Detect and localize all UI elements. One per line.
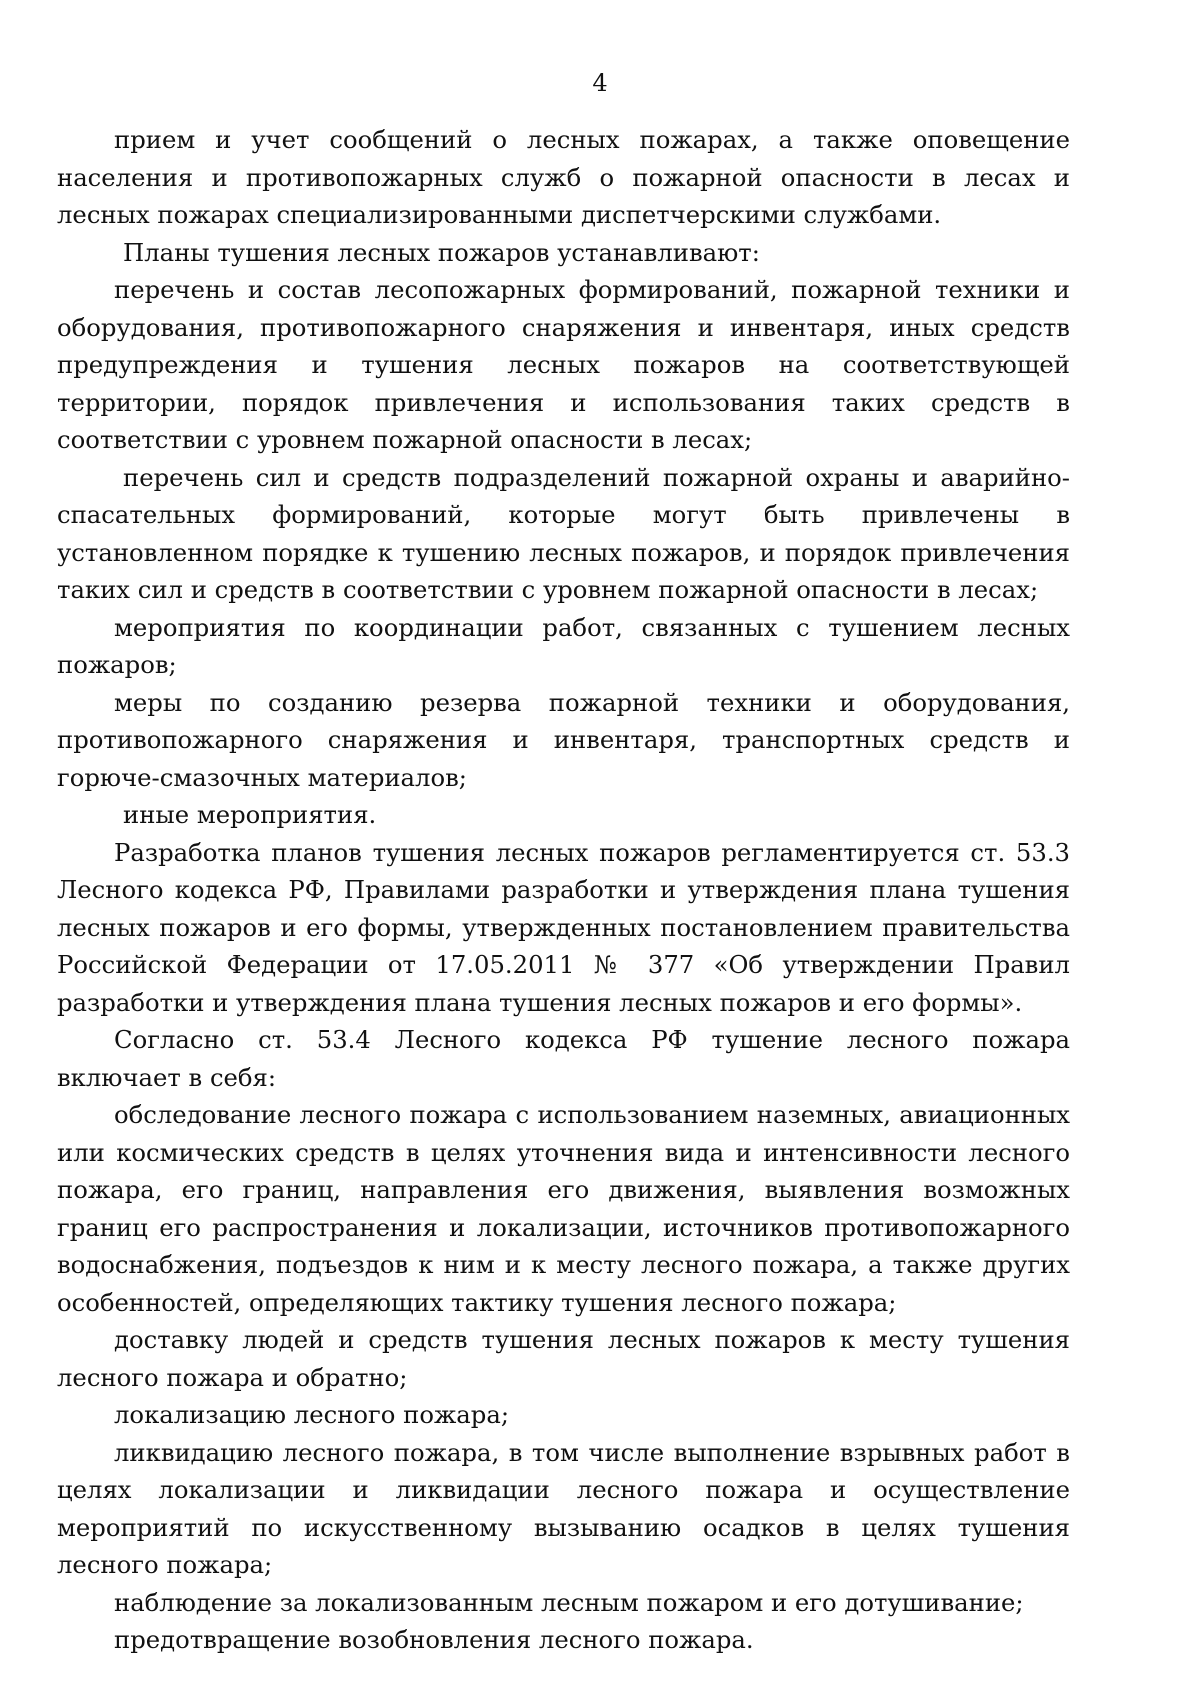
document-body (57, 121, 1070, 1659)
list-item-coordination: мероприятия по координации работ, связанных с тушением лесных пожаров; (57, 612, 1070, 679)
list-item-prevent-resumption: предотвращение возобновления лесного пожара. (114, 1625, 754, 1654)
paragraph-plans-intro: Планы тушения лесных пожаров устанавливают: (123, 237, 760, 267)
paragraph-notification-services: прием и учет сообщений о лесных пожарах, а также оповещение населения и противопожарных служб о пожарной опасности в лесах и лесных пожарах специализированными диспетчерскими службами. (57, 125, 1070, 229)
list-item-localization: локализацию лесного пожара; (114, 1400, 510, 1429)
list-item-other-measures: иные мероприятия. (123, 800, 377, 829)
list-item-fire-protection-forces: перечень сил и средств подразделений пожарной охраны и аварийно-спасательных формирований, которые могут быть привлечены в установленном порядке к тушению лесных пожаров, и порядок привлечения таких сил и средств в соответствии с уровнем пожарной опасности в лесах; (57, 462, 1070, 604)
page-number: 4 (592, 69, 608, 97)
list-item-reserve-measures: меры по созданию резерва пожарной техники и оборудования, противопожарного снаряжения и инвентаря, транспортных средств и горюче-смазочных материалов; (57, 687, 1070, 792)
list-item-formations-equipment: перечень и состав лесопожарных формирований, пожарной техники и оборудования, противопожарного снаряжения и инвентаря, иных средств предупреждения и тушения лесных пожаров на соответствующей территории, порядок привлечения и использования таких средств в соответствии с уровнем пожарной опасности в лесах; (57, 275, 1070, 454)
list-item-monitoring: наблюдение за локализованным лесным пожаром и его дотушивание; (114, 1587, 1024, 1617)
list-item-liquidation: ликвидацию лесного пожара, в том числе выполнение взрывных работ в целях локализации и ликвидации лесного пожара и осуществление мероприятий по искусственному вызыванию осадков в целях тушения лесного пожара; (57, 1437, 1070, 1579)
list-item-delivery: доставку людей и средств тушения лесных пожаров к месту тушения лесного пожара и обратно; (57, 1325, 1070, 1392)
list-item-fire-survey: обследование лесного пожара с использованием наземных, авиационных или космических средств в целях уточнения вида и интенсивности лесного пожара, его границ, направления его движения, выявления возможных границ его распространения и локализации, источников противопожарного водоснабжения, подъездов к ним и к месту лесного пожара, а также других особенностей, определяющих тактику тушения лесного пожара; (57, 1100, 1070, 1317)
paragraph-extinguishing-includes: Согласно ст. 53.4 Лесного кодекса РФ тушение лесного пожара включает в себя: (57, 1025, 1070, 1092)
paragraph-plan-regulation: Разработка планов тушения лесных пожаров регламентируется ст. 53.3 Лесного кодекса РФ, Правилами разработки и утверждения плана тушения лесных пожаров и его формы, утвержденных постановлением правительства Российской Федерации от 17.05.2011 № 377 «Об утверждении Правил разработки и утверждения плана тушения лесных пожаров и его формы». (57, 837, 1070, 1017)
